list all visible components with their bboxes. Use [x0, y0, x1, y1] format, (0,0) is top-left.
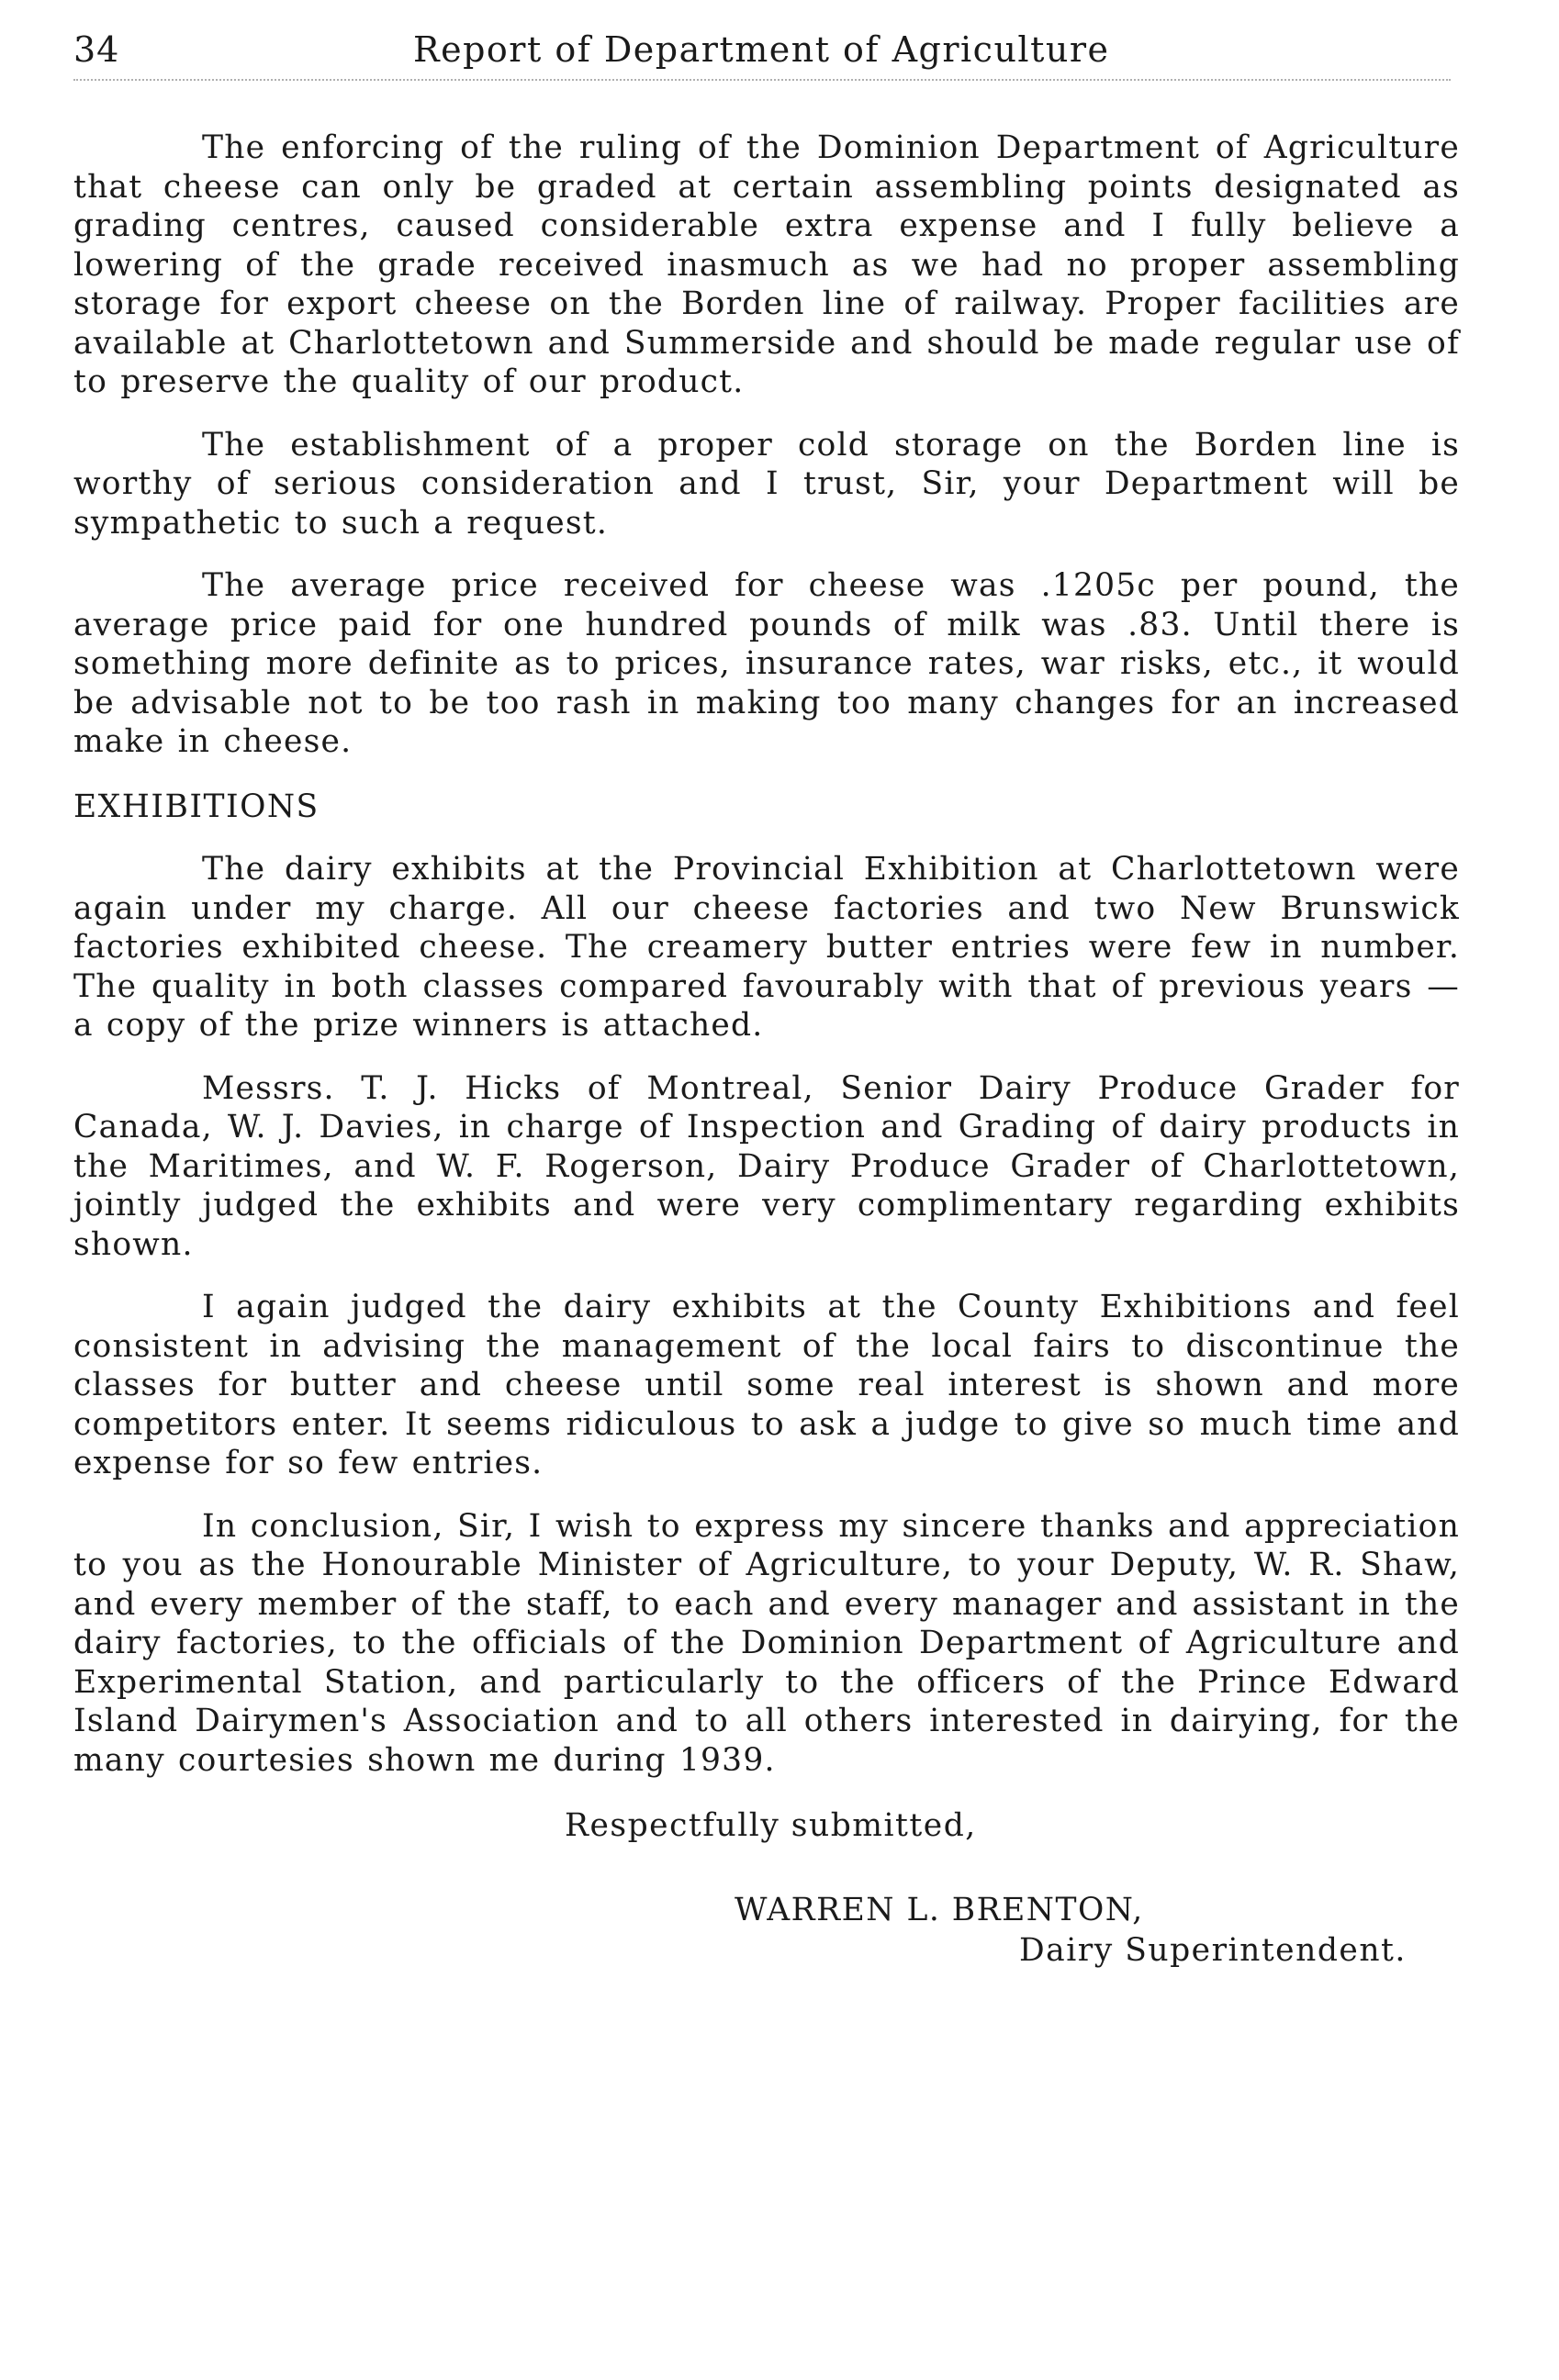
paragraph-county-exhibitions: I again judged the dairy exhibits at the County Exhibitions and feel consistent in advising the management of the local fairs to discontinue the classes for butter and cheese until some real interest is shown and more competitors enter. It seems ridiculous to ask a judge to give so much time and expense for so few entries.	[73, 1289, 1460, 1481]
signatory-title: Dairy Superintendent.	[1019, 1932, 1407, 1969]
paragraph-conclusion: In conclusion, Sir, I wish to express my sincere thanks and appreciation to you as the Honourable Minister of Agriculture, to your Deputy, W. R. Shaw, and every member of the staff, to each and every manager and assistant in the dairy factories, to the officials of the Dominion Department of Agriculture and Experimental Station, and particularly to the officers of the Prince Edward Island Dairymen's Association and to all others interested in dairying, for the many courtesies shown me during 1939.	[73, 1507, 1460, 1779]
running-head: Report of Department of Agriculture	[413, 29, 1110, 70]
header-rule	[73, 79, 1451, 81]
body-text	[73, 128, 1460, 1991]
closing-phrase: Respectfully submitted,	[565, 1807, 977, 1844]
signatory-name: WARREN L. BRENTON,	[735, 1892, 1144, 1928]
page-number: 34	[73, 29, 120, 70]
closing-block	[73, 1807, 1460, 1991]
paragraph-cold-storage: The establishment of a proper cold storage on the Borden line is worthy of serious consideration and I trust, Sir, your Department will be sympathetic to such a request.	[73, 426, 1460, 542]
page-header	[73, 26, 1460, 81]
paragraph-average-price: The average price received for cheese was .1205c per pound, the average price paid for one hundred pounds of milk was .83. Until there is something more definite as to prices, insurance rates, war risks, etc., it would be advisable not to be too rash in making too many changes for an increased make in cheese.	[73, 567, 1460, 760]
paragraph-judges: Messrs. T. J. Hicks of Montreal, Senior Dairy Produce Grader for Canada, W. J. Davies, in charge of Inspection and Grading of dairy products in the Maritimes, and W. F. Rogerson, Dairy Produce Grader of Charlottetown, jointly judged the exhibits and were very complimentary regarding exhibits shown.	[73, 1069, 1460, 1263]
section-heading-exhibitions: EXHIBITIONS	[73, 788, 320, 825]
paragraph-grading-centres: The enforcing of the ruling of the Dominion Department of Agriculture that cheese can only be graded at certain assembling points designated as grading centres, caused considerable extra expense and I fully believe a lowering of the grade received inasmuch as we had no proper assembling storage for export cheese on the Borden line of railway. Proper facilities are available at Charlottetown and Summerside and should be made regular use of to preserve the quality of our product.	[73, 129, 1460, 400]
paragraph-provincial-exhibition: The dairy exhibits at the Provincial Exhibition at Charlottetown were again under my charge. All our cheese factories and two New Brunswick factories exhibited cheese. The creamery butter entries were few in number. The quality in both classes compared favourably with that of previous years — a copy of the prize winners is attached.	[73, 851, 1460, 1044]
